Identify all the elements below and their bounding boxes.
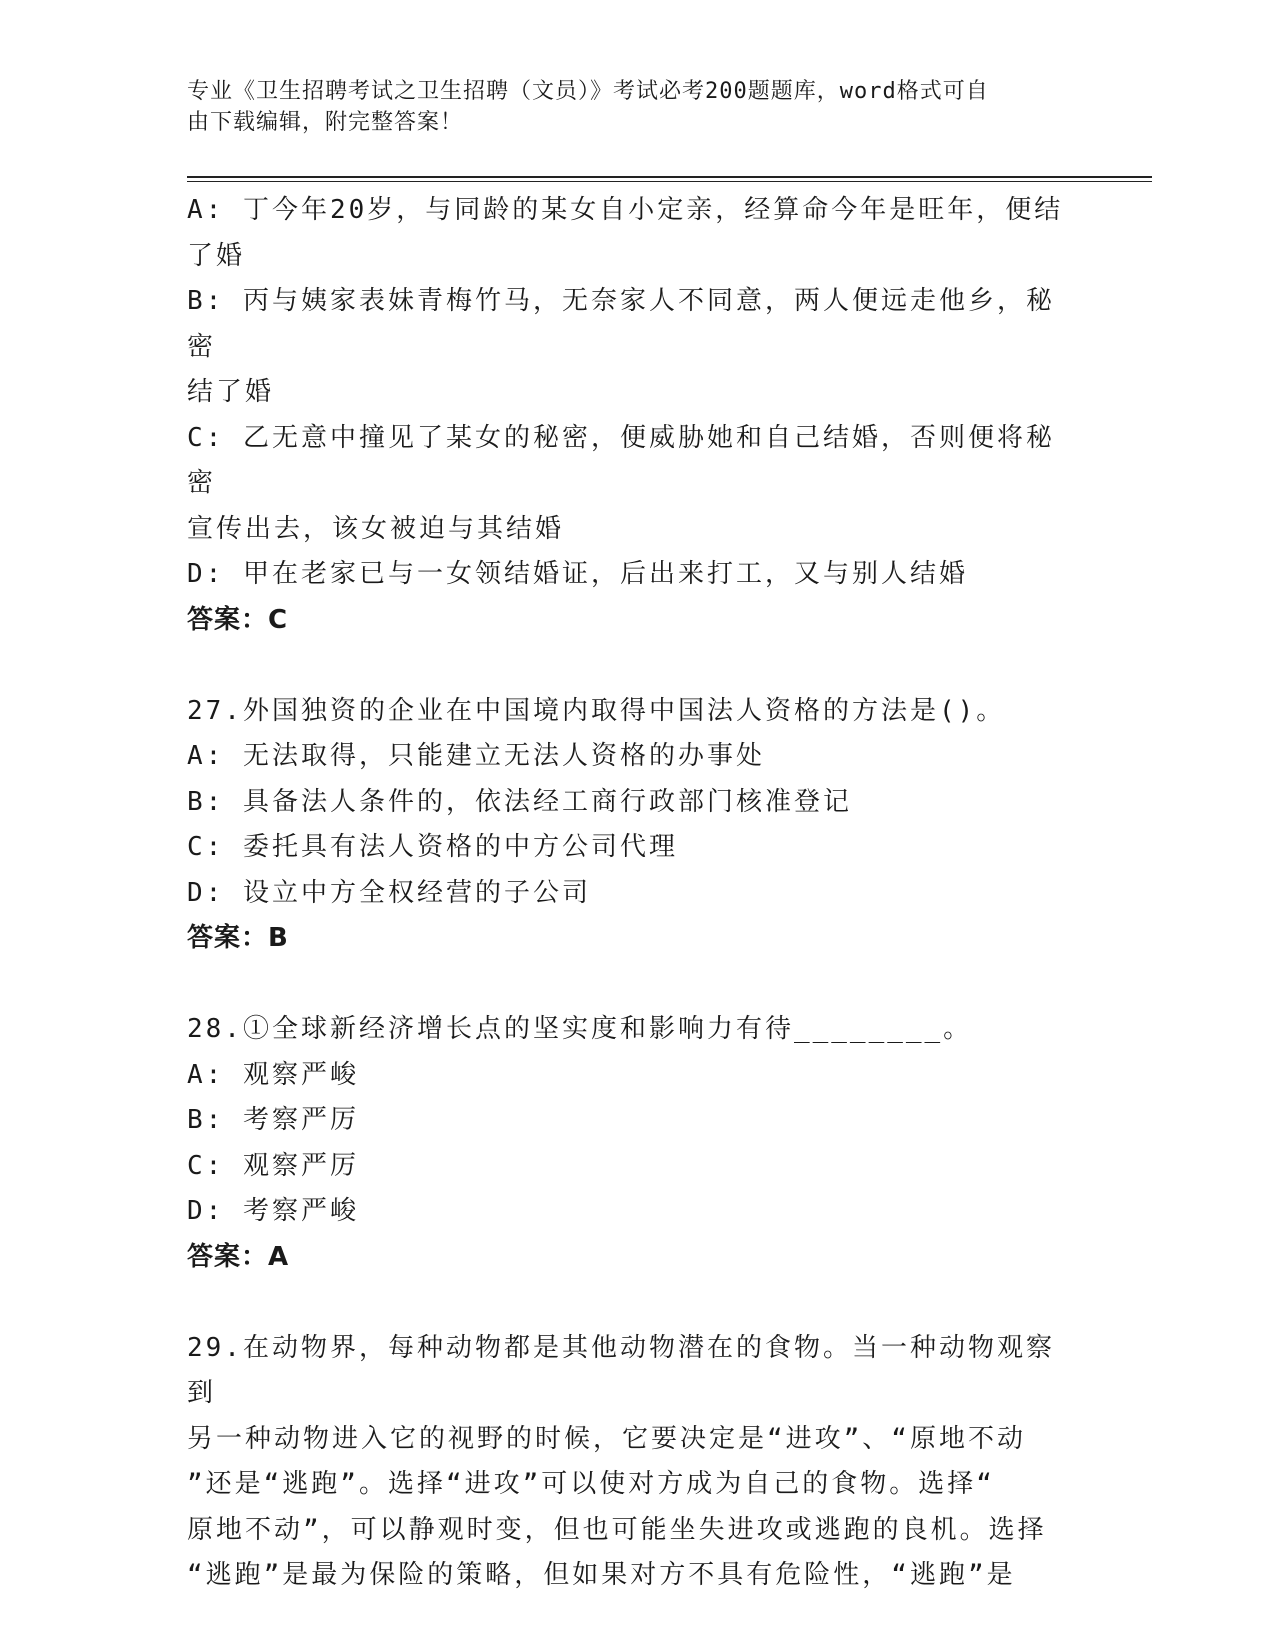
spacer <box>187 643 1077 689</box>
option-c-line-2: 宣传出去，该女被迫与其结婚 <box>187 513 565 544</box>
question-list <box>187 188 1077 1599</box>
option-a-line-2: 了婚 <box>187 240 246 271</box>
answer-label: 答案：B <box>187 923 289 953</box>
option-a: A: 无法取得，只能建立无法人资格的办事处 <box>187 741 765 771</box>
option-b: B: 考察严厉 <box>187 1105 359 1135</box>
answer-label: 答案：C <box>187 604 289 635</box>
option-b-line-2: 结了婚 <box>187 377 275 407</box>
question-text-line-4: 原地不动”，可以静观时变，但也可能坐失进攻或逃跑的良机。选择 <box>187 1514 1047 1545</box>
question-text-line-5: “逃跑”是最为保险的策略，但如果对方不具有危险性，“逃跑”是 <box>187 1560 1016 1590</box>
question-text: 28.①全球新经济增长点的坚实度和影响力有待________。 <box>187 1014 973 1044</box>
option-c: C: 委托具有法人资格的中方公司代理 <box>187 832 678 862</box>
question-29 <box>187 1326 1077 1599</box>
question-text-line-1: 29.在动物界，每种动物都是其他动物潜在的食物。当一种动物观察到 <box>187 1332 1055 1408</box>
question-text-line-2: 另一种动物进入它的视野的时候，它要决定是“进攻”、“原地不动 <box>187 1423 1026 1454</box>
option-c-line-1: C: 乙无意中撞见了某女的秘密，便威胁她和自己结婚，否则便将秘密 <box>187 422 1055 498</box>
header-divider-thick <box>187 176 1152 178</box>
question-27 <box>187 689 1077 962</box>
spacer <box>187 962 1077 1008</box>
option-a: A: 观察严峻 <box>187 1059 359 1090</box>
answer-label: 答案：A <box>187 1241 290 1272</box>
option-b: B: 具备法人条件的，依法经工商行政部门核准登记 <box>187 786 852 817</box>
option-a-line-1: A: 丁今年20岁，与同龄的某女自小定亲，经算命今年是旺年，便结 <box>187 195 1064 225</box>
option-d: D: 甲在老家已与一女领结婚证，后出来打工，又与别人结婚 <box>187 559 968 589</box>
question-text: 27.外国独资的企业在中国境内取得中国法人资格的方法是()。 <box>187 695 1006 726</box>
question-26 <box>187 188 1077 643</box>
option-d: D: 考察严峻 <box>187 1196 359 1226</box>
question-28 <box>187 1007 1077 1280</box>
header-line-2: 由下载编辑，附完整答案！ <box>187 110 464 135</box>
option-b-line-1: B: 丙与姨家表妹青梅竹马，无奈家人不同意，两人便远走他乡，秘密 <box>187 286 1055 362</box>
question-text-line-3: ”还是“逃跑”。选择“进攻”可以使对方成为自己的食物。选择“ <box>187 1469 995 1499</box>
option-c: C: 观察严厉 <box>187 1150 359 1181</box>
header-line-1: 专业《卫生招聘考试之卫生招聘（文员）》考试必考200题题库，word格式可自 <box>187 79 989 104</box>
option-d: D: 设立中方全权经营的子公司 <box>187 877 591 908</box>
document-header <box>187 76 1057 138</box>
spacer <box>187 1280 1077 1326</box>
header-divider-thin <box>187 181 1152 182</box>
